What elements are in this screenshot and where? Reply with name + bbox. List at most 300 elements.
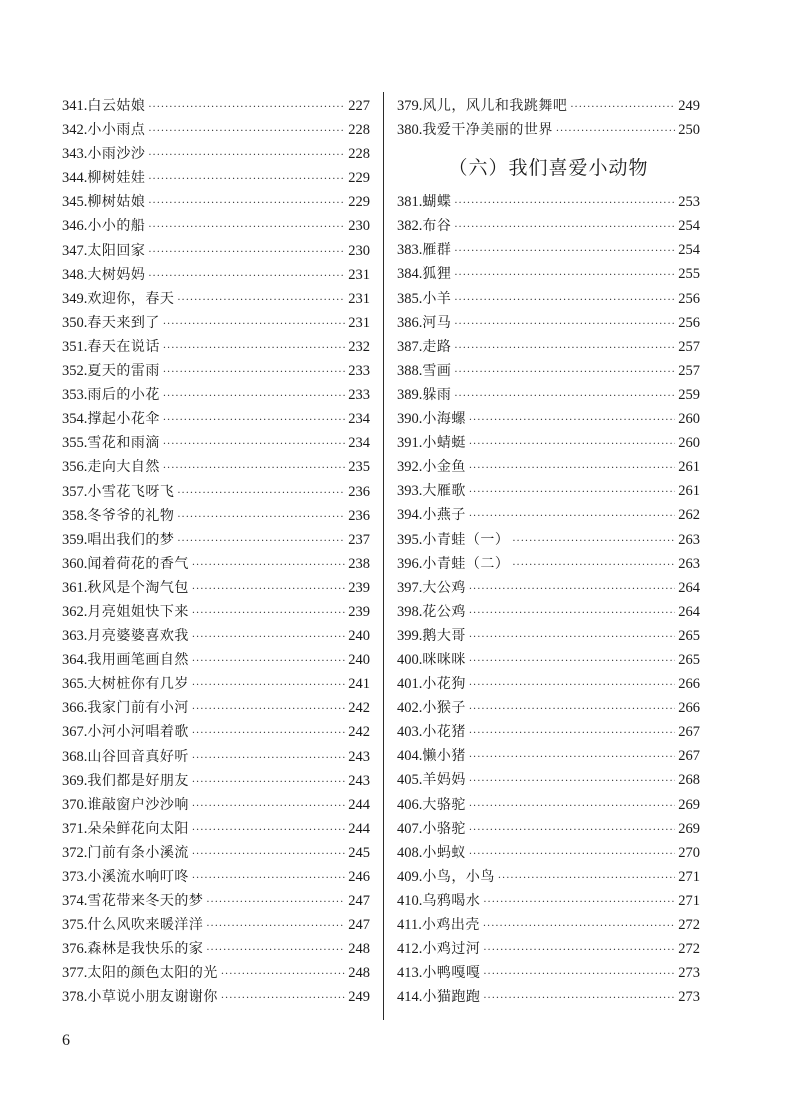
toc-entry-page: 240	[348, 628, 370, 645]
toc-entry-number: 408.	[397, 844, 423, 861]
toc-entry[interactable]	[397, 238, 700, 262]
toc-entry-title: 春天在说话	[87, 338, 160, 355]
dot-leader	[192, 554, 345, 578]
toc-entry-page: 272	[678, 941, 700, 958]
toc-entry[interactable]	[397, 913, 700, 937]
dot-leader	[221, 963, 345, 987]
toc-entry-number: 397.	[397, 579, 423, 596]
dot-leader	[483, 915, 675, 939]
dot-leader	[469, 843, 675, 867]
toc-entry-title: 小猴子	[422, 700, 466, 717]
dot-leader	[192, 578, 345, 602]
toc-entry[interactable]	[62, 166, 370, 190]
toc-entry-number: 361.	[62, 579, 88, 596]
toc-entry-page: 231	[348, 314, 370, 331]
toc-entry[interactable]	[397, 287, 700, 311]
toc-entry-title: 小猫跑跑	[422, 989, 481, 1006]
toc-entry[interactable]	[62, 696, 370, 720]
toc-entry-number: 360.	[62, 555, 88, 572]
toc-entry[interactable]	[397, 576, 700, 600]
toc-entry-title: 小小的船	[87, 218, 146, 235]
toc-entry-page: 248	[348, 965, 370, 982]
toc-entry[interactable]	[62, 600, 370, 624]
toc-entry-page: 265	[678, 651, 700, 668]
toc-entry-number: 414.	[397, 989, 423, 1006]
toc-entry-title: 小青蛙（一）	[422, 531, 510, 548]
toc-entry[interactable]	[397, 768, 700, 792]
toc-entry-title: 乌鸦喝水	[422, 892, 481, 909]
toc-entry[interactable]	[62, 865, 370, 889]
toc-entry-number: 401.	[397, 676, 423, 693]
toc-entry[interactable]	[62, 190, 370, 214]
toc-entry-number: 379.	[397, 98, 423, 114]
toc-entry-number: 366.	[62, 700, 88, 717]
toc-entry-number: 410.	[397, 892, 423, 909]
toc-entry[interactable]	[397, 672, 700, 696]
toc-entry-title: 小河小河唱着歌	[87, 724, 189, 741]
toc-entry-number: 394.	[397, 507, 423, 524]
dot-leader	[163, 409, 345, 433]
toc-entry-page: 234	[348, 435, 370, 452]
toc-entry-title: 太阳回家	[87, 242, 146, 259]
toc-entry-number: 341.	[62, 98, 88, 114]
dot-leader	[192, 674, 345, 698]
toc-entry[interactable]	[62, 793, 370, 817]
dot-leader	[512, 554, 675, 578]
toc-entry-page: 263	[678, 555, 700, 572]
toc-entry-title: 森林是我快乐的家	[87, 941, 204, 958]
page-number: 6	[62, 1032, 70, 1049]
toc-entry-title: 大骆驼	[422, 796, 466, 813]
toc-entry-title: 小蚂蚁	[422, 844, 466, 861]
toc-entry[interactable]	[62, 335, 370, 359]
toc-entry[interactable]	[397, 359, 700, 383]
toc-entry-number: 370.	[62, 796, 88, 813]
toc-entry-title: 山谷回音真好听	[87, 748, 189, 765]
dot-leader	[163, 337, 345, 361]
toc-entry-title: 河马	[422, 314, 452, 331]
toc-entry[interactable]	[397, 431, 700, 455]
dot-leader	[177, 506, 345, 530]
dot-leader	[454, 216, 675, 240]
toc-entry[interactable]	[397, 817, 700, 841]
dot-leader	[206, 915, 345, 939]
toc-entry-number: 412.	[397, 941, 423, 958]
toc-entry-page: 257	[678, 338, 700, 355]
toc-entry[interactable]	[397, 262, 700, 286]
dot-leader	[192, 867, 345, 891]
dot-leader	[192, 650, 345, 674]
dot-leader	[192, 602, 345, 626]
toc-entry-number: 374.	[62, 893, 88, 910]
toc-entry[interactable]	[62, 841, 370, 865]
dot-leader	[163, 385, 345, 409]
dot-leader	[454, 361, 675, 385]
toc-entry-title: 小小雨点	[87, 122, 146, 139]
toc-entry-page: 231	[348, 266, 370, 283]
toc-entry[interactable]	[62, 745, 370, 769]
toc-entry-title: 我爱干净美丽的世界	[422, 122, 553, 139]
toc-entry[interactable]	[397, 600, 700, 624]
toc-entry-title: 小蜻蜓	[422, 435, 466, 452]
toc-entry-page: 265	[678, 627, 700, 644]
dot-leader	[148, 96, 345, 120]
dot-leader	[570, 96, 675, 120]
toc-entry-title: 花公鸡	[422, 603, 466, 620]
toc-entry[interactable]	[397, 335, 700, 359]
toc-entry[interactable]	[397, 528, 700, 552]
toc-entry[interactable]	[62, 624, 370, 648]
toc-entry-page: 245	[348, 844, 370, 861]
toc-entry[interactable]	[62, 937, 370, 961]
toc-entry[interactable]	[397, 744, 700, 768]
toc-entry[interactable]	[62, 648, 370, 672]
toc-entry-page: 249	[678, 98, 700, 114]
toc-entry[interactable]	[397, 214, 700, 238]
toc-entry-page: 248	[348, 941, 370, 958]
dot-leader	[192, 722, 345, 746]
dot-leader	[469, 698, 675, 722]
toc-entry-number: 349.	[62, 290, 88, 307]
toc-entry[interactable]	[62, 889, 370, 913]
toc-entry-page: 266	[678, 700, 700, 717]
toc-entry[interactable]	[62, 961, 370, 985]
dot-leader	[163, 457, 345, 481]
dot-leader	[454, 385, 675, 409]
toc-entry[interactable]	[62, 431, 370, 455]
toc-entry-page: 227	[348, 98, 370, 114]
toc-entry[interactable]	[62, 214, 370, 238]
toc-entry-page: 228	[348, 146, 370, 163]
toc-entry-page: 255	[678, 266, 700, 283]
toc-entry[interactable]	[397, 94, 700, 118]
toc-entry-page: 268	[678, 772, 700, 789]
toc-entry-title: 秋风是个淘气包	[87, 579, 189, 596]
toc-entry-title: 大雁歌	[422, 483, 466, 500]
toc-entry-page: 228	[348, 122, 370, 139]
toc-entry-number: 404.	[397, 748, 423, 765]
toc-entry-number: 389.	[397, 386, 423, 403]
toc-entry-number: 398.	[397, 603, 423, 620]
toc-entry-number: 364.	[62, 652, 88, 669]
toc-entry-number: 399.	[397, 627, 423, 644]
toc-entry-title: 夏天的雷雨	[87, 363, 160, 380]
toc-entry-title: 我家门前有小河	[87, 700, 189, 717]
toc-entry-title: 小雨沙沙	[87, 146, 146, 163]
toc-left-column	[62, 94, 370, 1010]
dot-leader	[177, 289, 345, 313]
toc-entry[interactable]	[397, 865, 700, 889]
toc-entry-title: 白云姑娘	[87, 98, 146, 114]
dot-leader	[469, 722, 675, 746]
dot-leader	[221, 987, 345, 1011]
dot-leader	[556, 120, 675, 144]
toc-entry-number: 371.	[62, 820, 88, 837]
toc-entry[interactable]	[397, 793, 700, 817]
toc-entry-page: 254	[678, 218, 700, 235]
toc-entry-page: 235	[348, 459, 370, 476]
toc-entry[interactable]	[62, 263, 370, 287]
toc-entry-number: 365.	[62, 676, 88, 693]
toc-entry[interactable]	[62, 359, 370, 383]
toc-entry-page: 271	[678, 892, 700, 909]
toc-entry-page: 259	[678, 386, 700, 403]
toc-entry-page: 242	[348, 700, 370, 717]
toc-entry-number: 387.	[397, 338, 423, 355]
toc-entry-title: 月亮婆婆喜欢我	[87, 628, 189, 645]
toc-entry-page: 246	[348, 869, 370, 885]
toc-entry[interactable]	[62, 913, 370, 937]
toc-entry-page: 267	[678, 748, 700, 765]
toc-entry-title: 雪花和雨滴	[87, 435, 160, 452]
dot-leader	[469, 626, 675, 650]
toc-entry-page: 269	[678, 820, 700, 837]
toc-entry-number: 362.	[62, 603, 88, 620]
dot-leader	[192, 771, 345, 795]
toc-entry[interactable]	[62, 576, 370, 600]
toc-entry-title: 小鸟，小鸟	[422, 868, 495, 885]
toc-entry-title: 小溪流水响叮咚	[87, 869, 189, 885]
dot-leader	[148, 168, 345, 192]
toc-entry[interactable]	[62, 528, 370, 552]
dot-leader	[192, 747, 345, 771]
toc-entry-page: 271	[678, 868, 700, 885]
toc-entry-number: 400.	[397, 651, 423, 668]
toc-entry-title: 朵朵鲜花向太阳	[87, 820, 189, 837]
toc-entry-number: 391.	[397, 435, 423, 452]
toc-entry[interactable]	[62, 817, 370, 841]
toc-entry[interactable]	[397, 937, 700, 961]
toc-entry-number: 351.	[62, 338, 88, 355]
section-heading: （六）我们喜爱小动物	[448, 157, 649, 180]
toc-entry[interactable]	[62, 769, 370, 793]
toc-entry-number: 384.	[397, 266, 423, 283]
toc-entry-title: 柳树娃娃	[87, 170, 146, 187]
toc-entry-page: 243	[348, 772, 370, 789]
toc-entry[interactable]	[62, 480, 370, 504]
toc-entry[interactable]	[397, 455, 700, 479]
toc-entry[interactable]	[62, 287, 370, 311]
toc-entry-number: 348.	[62, 266, 88, 283]
toc-entry-number: 386.	[397, 314, 423, 331]
toc-entry-number: 380.	[397, 122, 423, 139]
toc-entry-title: 雨后的小花	[87, 387, 160, 404]
toc-entry-page: 266	[678, 676, 700, 693]
dot-leader	[454, 337, 675, 361]
dot-leader	[469, 650, 675, 674]
toc-entry[interactable]	[62, 504, 370, 528]
toc-entry-title: 雪花带来冬天的梦	[87, 893, 204, 910]
toc-entry-number: 388.	[397, 362, 423, 379]
toc-entry[interactable]	[62, 239, 370, 263]
toc-entry[interactable]	[397, 720, 700, 744]
dot-leader	[469, 602, 675, 626]
toc-entry-number: 409.	[397, 868, 423, 885]
toc-entry-page: 236	[348, 507, 370, 524]
toc-entry[interactable]	[62, 383, 370, 407]
dot-leader	[192, 698, 345, 722]
dot-leader	[192, 819, 345, 843]
toc-entry-page: 239	[348, 603, 370, 620]
toc-entry-page: 262	[678, 507, 700, 524]
toc-entry[interactable]	[62, 672, 370, 696]
toc-entry-title: 我用画笔画自然	[87, 652, 189, 669]
dot-leader	[469, 409, 675, 433]
toc-entry-title: 大公鸡	[422, 579, 466, 596]
toc-entry[interactable]	[397, 552, 700, 576]
toc-entry[interactable]	[62, 94, 370, 118]
dot-leader	[469, 746, 675, 770]
toc-entry[interactable]	[397, 648, 700, 672]
dot-leader	[177, 530, 345, 554]
dot-leader	[206, 891, 345, 915]
toc-entry[interactable]	[62, 118, 370, 142]
toc-entry-number: 395.	[397, 531, 423, 548]
column-divider	[383, 92, 384, 1020]
toc-entry-page: 233	[348, 387, 370, 404]
toc-entry-title: 春天来到了	[87, 314, 160, 331]
toc-entry-title: 羊妈妈	[422, 772, 466, 789]
toc-entry[interactable]	[397, 190, 700, 214]
toc-entry-title: 小青蛙（二）	[422, 555, 510, 572]
toc-entry-number: 405.	[397, 772, 423, 789]
toc-entry-number: 411.	[397, 917, 422, 933]
dot-leader	[177, 482, 345, 506]
dot-leader	[454, 240, 675, 264]
toc-entry[interactable]	[397, 841, 700, 865]
toc-entry-page: 240	[348, 652, 370, 669]
toc-entry[interactable]	[397, 503, 700, 527]
dot-leader	[469, 819, 675, 843]
dot-leader	[454, 313, 675, 337]
toc-entry-number: 393.	[397, 483, 423, 500]
dot-leader	[192, 795, 345, 819]
toc-entry-number: 383.	[397, 242, 423, 259]
toc-entry-page: 263	[678, 531, 700, 548]
toc-entry-title: 咪咪咪	[422, 651, 466, 668]
toc-entry-number: 392.	[397, 459, 423, 476]
toc-entry-title: 门前有条小溪流	[87, 844, 189, 861]
toc-entry-number: 381.	[397, 194, 423, 211]
toc-entry-number: 345.	[62, 194, 88, 211]
toc-entry-page: 230	[348, 242, 370, 259]
dot-leader	[469, 433, 675, 457]
dot-leader	[148, 216, 345, 240]
toc-entry-number: 385.	[397, 290, 423, 307]
toc-entry[interactable]	[62, 720, 370, 744]
dot-leader	[163, 313, 345, 337]
toc-entry-title: 小金鱼	[422, 459, 466, 476]
toc-entry-page: 269	[678, 796, 700, 813]
dot-leader	[148, 144, 345, 168]
toc-entry[interactable]	[62, 455, 370, 479]
dot-leader	[454, 289, 675, 313]
toc-entry-title: 小羊	[422, 290, 452, 307]
toc-entry[interactable]	[62, 407, 370, 431]
dot-leader	[454, 264, 675, 288]
dot-leader	[206, 939, 345, 963]
toc-entry-page: 256	[678, 290, 700, 307]
toc-entry[interactable]	[62, 552, 370, 576]
toc-entry-number: 396.	[397, 555, 423, 572]
toc-entry-title: 撑起小花伞	[87, 411, 160, 428]
toc-entry-title: 风儿，风儿和我跳舞吧	[422, 98, 568, 114]
toc-entry-number: 402.	[397, 700, 423, 717]
toc-entry-page: 244	[348, 820, 370, 837]
toc-entry[interactable]	[397, 985, 700, 1009]
toc-entry-title: 冬爷爷的礼物	[87, 507, 175, 524]
toc-entry-page: 243	[348, 748, 370, 765]
toc-entry-title: 什么风吹来暖洋洋	[87, 917, 204, 934]
dot-leader	[483, 963, 675, 987]
toc-entry-title: 小鸭嘎嘎	[422, 965, 481, 982]
toc-entry-number: 378.	[62, 989, 88, 1006]
toc-entry-title: 鹅大哥	[422, 627, 466, 644]
toc-entry-number: 382.	[397, 218, 423, 235]
toc-entry-page: 241	[348, 676, 370, 693]
toc-entry-page: 232	[348, 338, 370, 355]
toc-entry-number: 359.	[62, 531, 88, 548]
toc-entry-number: 352.	[62, 363, 88, 380]
dot-leader	[148, 192, 345, 216]
toc-entry[interactable]	[397, 961, 700, 985]
toc-entry[interactable]	[397, 696, 700, 720]
toc-entry-page: 239	[348, 579, 370, 596]
toc-entry-page: 273	[678, 989, 700, 1006]
dot-leader	[469, 457, 675, 481]
toc-entry-title: 狐狸	[422, 266, 452, 283]
toc-right-column	[397, 94, 700, 1009]
toc-entry-page: 238	[348, 555, 370, 572]
toc-entry[interactable]	[397, 407, 700, 431]
toc-entry-title: 小花猪	[422, 724, 466, 741]
toc-entry[interactable]	[62, 985, 370, 1009]
toc-entry-title: 小骆驼	[422, 820, 466, 837]
toc-entry-number: 353.	[62, 387, 88, 404]
toc-entry[interactable]	[397, 311, 700, 335]
toc-entry-title: 走路	[422, 338, 452, 355]
dot-leader	[163, 433, 345, 457]
toc-entry-page: 249	[348, 989, 370, 1006]
toc-entry-title: 大树桩你有几岁	[87, 676, 189, 693]
toc-entry-number: 373.	[62, 869, 88, 885]
toc-entry[interactable]	[62, 142, 370, 166]
toc-entry-number: 390.	[397, 411, 423, 428]
toc-entry-page: 244	[348, 796, 370, 813]
toc-entry[interactable]	[397, 383, 700, 407]
toc-entry-title: 我们都是好朋友	[87, 772, 189, 789]
dot-leader	[498, 867, 675, 891]
toc-entry[interactable]	[397, 624, 700, 648]
toc-entry-title: 小花狗	[422, 676, 466, 693]
toc-entry-title: 月亮姐姐快下来	[87, 603, 189, 620]
toc-entry-page: 242	[348, 724, 370, 741]
toc-entry-page: 264	[678, 603, 700, 620]
toc-entry-number: 377.	[62, 965, 88, 982]
toc-entry-page: 229	[348, 170, 370, 187]
toc-entry[interactable]	[62, 311, 370, 335]
toc-entry-number: 355.	[62, 435, 88, 452]
dot-leader	[469, 578, 675, 602]
toc-entry-number: 357.	[62, 483, 88, 500]
toc-entry-number: 342.	[62, 122, 88, 139]
toc-entry-number: 367.	[62, 724, 88, 741]
toc-entry-page: 230	[348, 218, 370, 235]
dot-leader	[454, 192, 675, 216]
toc-entry[interactable]	[397, 889, 700, 913]
toc-entry[interactable]	[397, 479, 700, 503]
toc-entry[interactable]	[397, 118, 700, 142]
